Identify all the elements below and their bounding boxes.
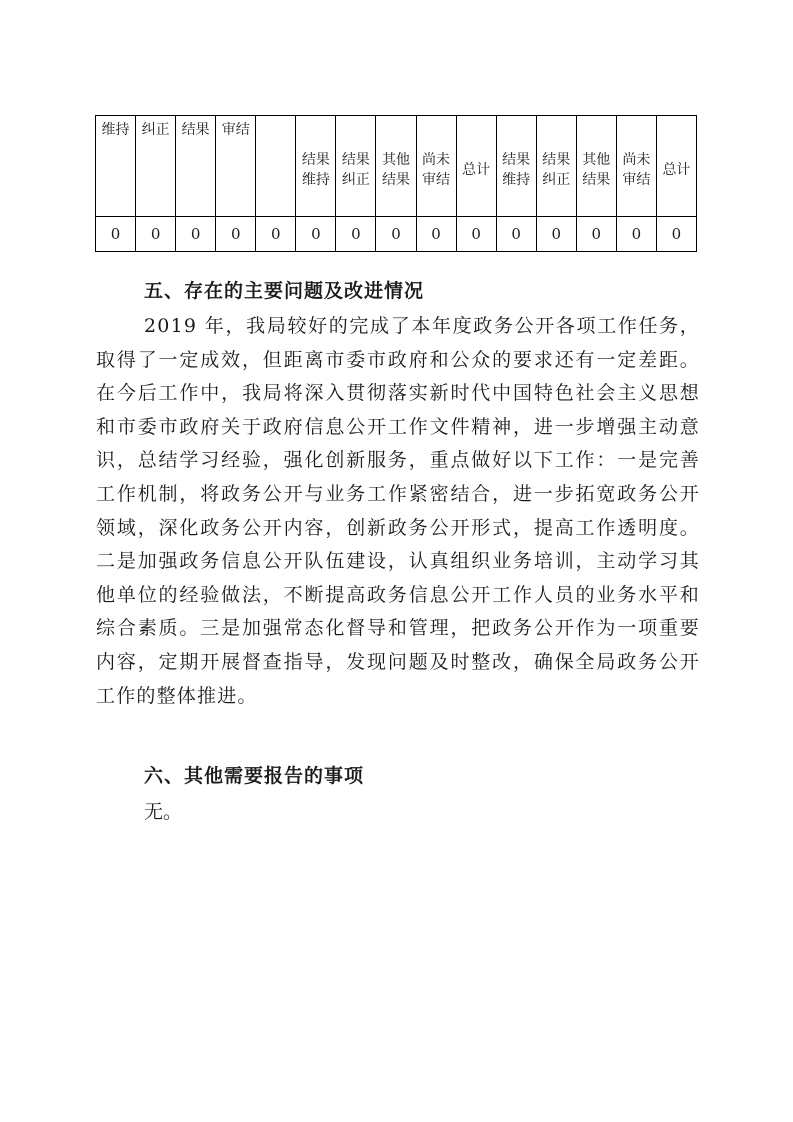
header-cell xyxy=(296,116,336,217)
header-cell-line-2: 结果 xyxy=(381,172,410,188)
header-cell-line-1: 总计 xyxy=(462,162,491,178)
value-cell: 0 xyxy=(456,217,496,252)
value-cell: 0 xyxy=(376,217,416,252)
header-cell xyxy=(336,116,376,217)
header-cell-line-1: 总计 xyxy=(662,162,691,178)
header-cell xyxy=(176,116,216,217)
header-cell-line-1: 尚未 xyxy=(622,152,651,168)
header-cell-line-1: 尚未 xyxy=(422,152,451,168)
value-cell: 0 xyxy=(176,217,216,252)
value-cell: 0 xyxy=(536,217,576,252)
value-cell: 0 xyxy=(296,217,336,252)
value-cell: 0 xyxy=(416,217,456,252)
header-cell xyxy=(376,116,416,217)
value-cell: 0 xyxy=(96,217,136,252)
header-cell-line-2: 审结 xyxy=(622,172,651,188)
header-cell xyxy=(416,116,456,217)
header-cell-line-1: 结果 xyxy=(542,152,571,168)
header-cell-line-1: 结果 xyxy=(502,152,531,168)
header-cell-line-1: 其他 xyxy=(381,152,410,168)
header-cell-line-2: 纠正 xyxy=(341,172,370,188)
header-cell xyxy=(496,116,536,217)
header-cell-line-1: 结果 xyxy=(341,152,370,168)
header-cell xyxy=(576,116,616,217)
header-cell xyxy=(136,116,176,217)
table-header-row xyxy=(96,116,697,217)
review-statistics-table xyxy=(95,115,697,252)
value-cell: 0 xyxy=(576,217,616,252)
header-cell xyxy=(656,116,696,217)
header-cell-line-2: 结果 xyxy=(582,172,611,188)
value-cell: 0 xyxy=(336,217,376,252)
section-6-heading: 六、其他需要报告的事项 xyxy=(144,765,365,787)
header-cell-line-1: 纠正 xyxy=(141,122,170,138)
header-cell xyxy=(536,116,576,217)
value-cell: 0 xyxy=(256,217,296,252)
value-cell: 0 xyxy=(616,217,656,252)
header-cell xyxy=(456,116,496,217)
header-cell-line-1: 维持 xyxy=(101,122,130,138)
header-cell-line-2: 纠正 xyxy=(542,172,571,188)
header-cell-line-2: 审结 xyxy=(422,172,451,188)
header-cell-line-2: 维持 xyxy=(502,172,531,188)
header-cell xyxy=(216,116,256,217)
header-cell xyxy=(256,116,296,217)
header-cell-line-1: 结果 xyxy=(181,122,210,138)
header-cell xyxy=(616,116,656,217)
section-6-paragraph: 无。 xyxy=(144,801,183,823)
header-cell-line-1: 其他 xyxy=(582,152,611,168)
table-value-row xyxy=(96,217,697,252)
section-5-heading: 五、存在的主要问题及改进情况 xyxy=(144,280,425,302)
value-cell: 0 xyxy=(656,217,696,252)
header-cell-line-1: 审结 xyxy=(221,122,250,138)
section-5-paragraph: 2019 年，我局较好的完成了本年度政务公开各项工作任务，取得了一定成效，但距离市委市政府和公众的要求还有一定差距。在今后工作中，我局将深入贯彻落实新时代中国特色社会主义思想和市委市政府关于政府信息公开工作文件精神，进一步增强主动意识，总结学习经验，强化创新服务，重点做好以下工作：一是完善工作机制，将政务公开与业务工作紧密结合，进一步拓宽政务公开领域，深化政务公开内容，创新政务公开形式，提高工作透明度。二是加强政务信息公开队伍建设，认真组织业务培训，主动学习其他单位的经验做法，不断提高政务信息公开工作人员的业务水平和综合素质。三是加强常态化督导和管理，把政务公开作为一项重要内容，定期开展督查指导，发现问题及时整改，确保全局政务公开工作的整体推进。 xyxy=(96,315,700,707)
value-cell: 0 xyxy=(216,217,256,252)
header-cell xyxy=(96,116,136,217)
header-cell-line-2: 维持 xyxy=(301,172,330,188)
value-cell: 0 xyxy=(136,217,176,252)
header-cell-line-1: 结果 xyxy=(301,152,330,168)
value-cell: 0 xyxy=(496,217,536,252)
